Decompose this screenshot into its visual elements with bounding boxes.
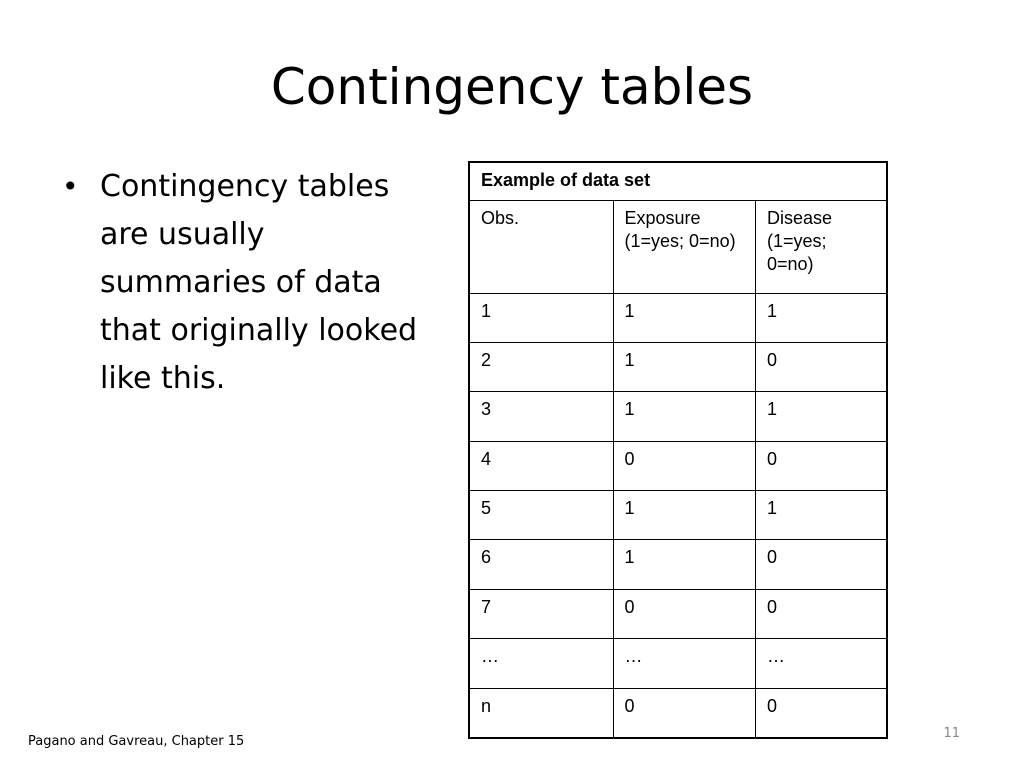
cell-obs: 1 xyxy=(469,293,613,342)
cell-disease: 0 xyxy=(755,342,887,391)
bullet-list xyxy=(62,163,422,403)
cell-disease: 1 xyxy=(755,293,887,342)
cell-obs: 3 xyxy=(469,392,613,441)
bullet-dot-icon: • xyxy=(62,170,79,203)
example-data-table xyxy=(468,161,888,739)
cell-disease: 0 xyxy=(755,540,887,589)
cell-disease: 1 xyxy=(755,392,887,441)
cell-exposure: 0 xyxy=(613,589,755,638)
table-row xyxy=(469,589,887,638)
header-disease-coding: (1=yes; 0=no) xyxy=(766,230,827,275)
table-row xyxy=(469,639,887,688)
table-row xyxy=(469,441,887,490)
cell-exposure: 1 xyxy=(613,491,755,540)
footer-citation: Pagano and Gavreau, Chapter 15 xyxy=(28,734,245,749)
table-row xyxy=(469,688,887,737)
cell-exposure: 1 xyxy=(613,342,755,391)
header-obs-label: Obs. xyxy=(481,207,520,228)
cell-exposure: 1 xyxy=(613,392,755,441)
bullet-item xyxy=(62,163,422,403)
cell-obs: 7 xyxy=(469,589,613,638)
header-disease xyxy=(755,200,887,293)
slide-title: Contingency tables xyxy=(270,58,754,116)
cell-exposure: 0 xyxy=(613,688,755,737)
page-number: 11 xyxy=(943,726,960,741)
header-obs xyxy=(469,200,613,293)
cell-obs: 5 xyxy=(469,491,613,540)
cell-disease: 0 xyxy=(755,589,887,638)
cell-exposure: 0 xyxy=(613,441,755,490)
header-exposure-coding: (1=yes; 0=no) xyxy=(624,230,736,251)
cell-exposure: 1 xyxy=(613,540,755,589)
cell-disease: 0 xyxy=(755,688,887,737)
cell-exposure: 1 xyxy=(613,293,755,342)
cell-obs: 4 xyxy=(469,441,613,490)
cell-obs: … xyxy=(469,639,613,688)
bullet-text: Contingency tables are usually summaries of data that originally looked like this. xyxy=(100,169,418,396)
cell-disease: 1 xyxy=(755,491,887,540)
header-exposure-label: Exposure xyxy=(624,207,701,228)
header-disease-label: Disease xyxy=(766,207,833,228)
table-caption: Example of data set xyxy=(469,162,887,200)
table-caption-row xyxy=(469,162,887,200)
table-row xyxy=(469,491,887,540)
header-exposure xyxy=(613,200,755,293)
table-row xyxy=(469,293,887,342)
cell-exposure: … xyxy=(613,639,755,688)
table-header-row xyxy=(469,200,887,293)
cell-disease: … xyxy=(755,639,887,688)
table-row xyxy=(469,342,887,391)
cell-obs: 2 xyxy=(469,342,613,391)
cell-obs: n xyxy=(469,688,613,737)
table-row xyxy=(469,540,887,589)
cell-disease: 0 xyxy=(755,441,887,490)
table-row xyxy=(469,392,887,441)
cell-obs: 6 xyxy=(469,540,613,589)
